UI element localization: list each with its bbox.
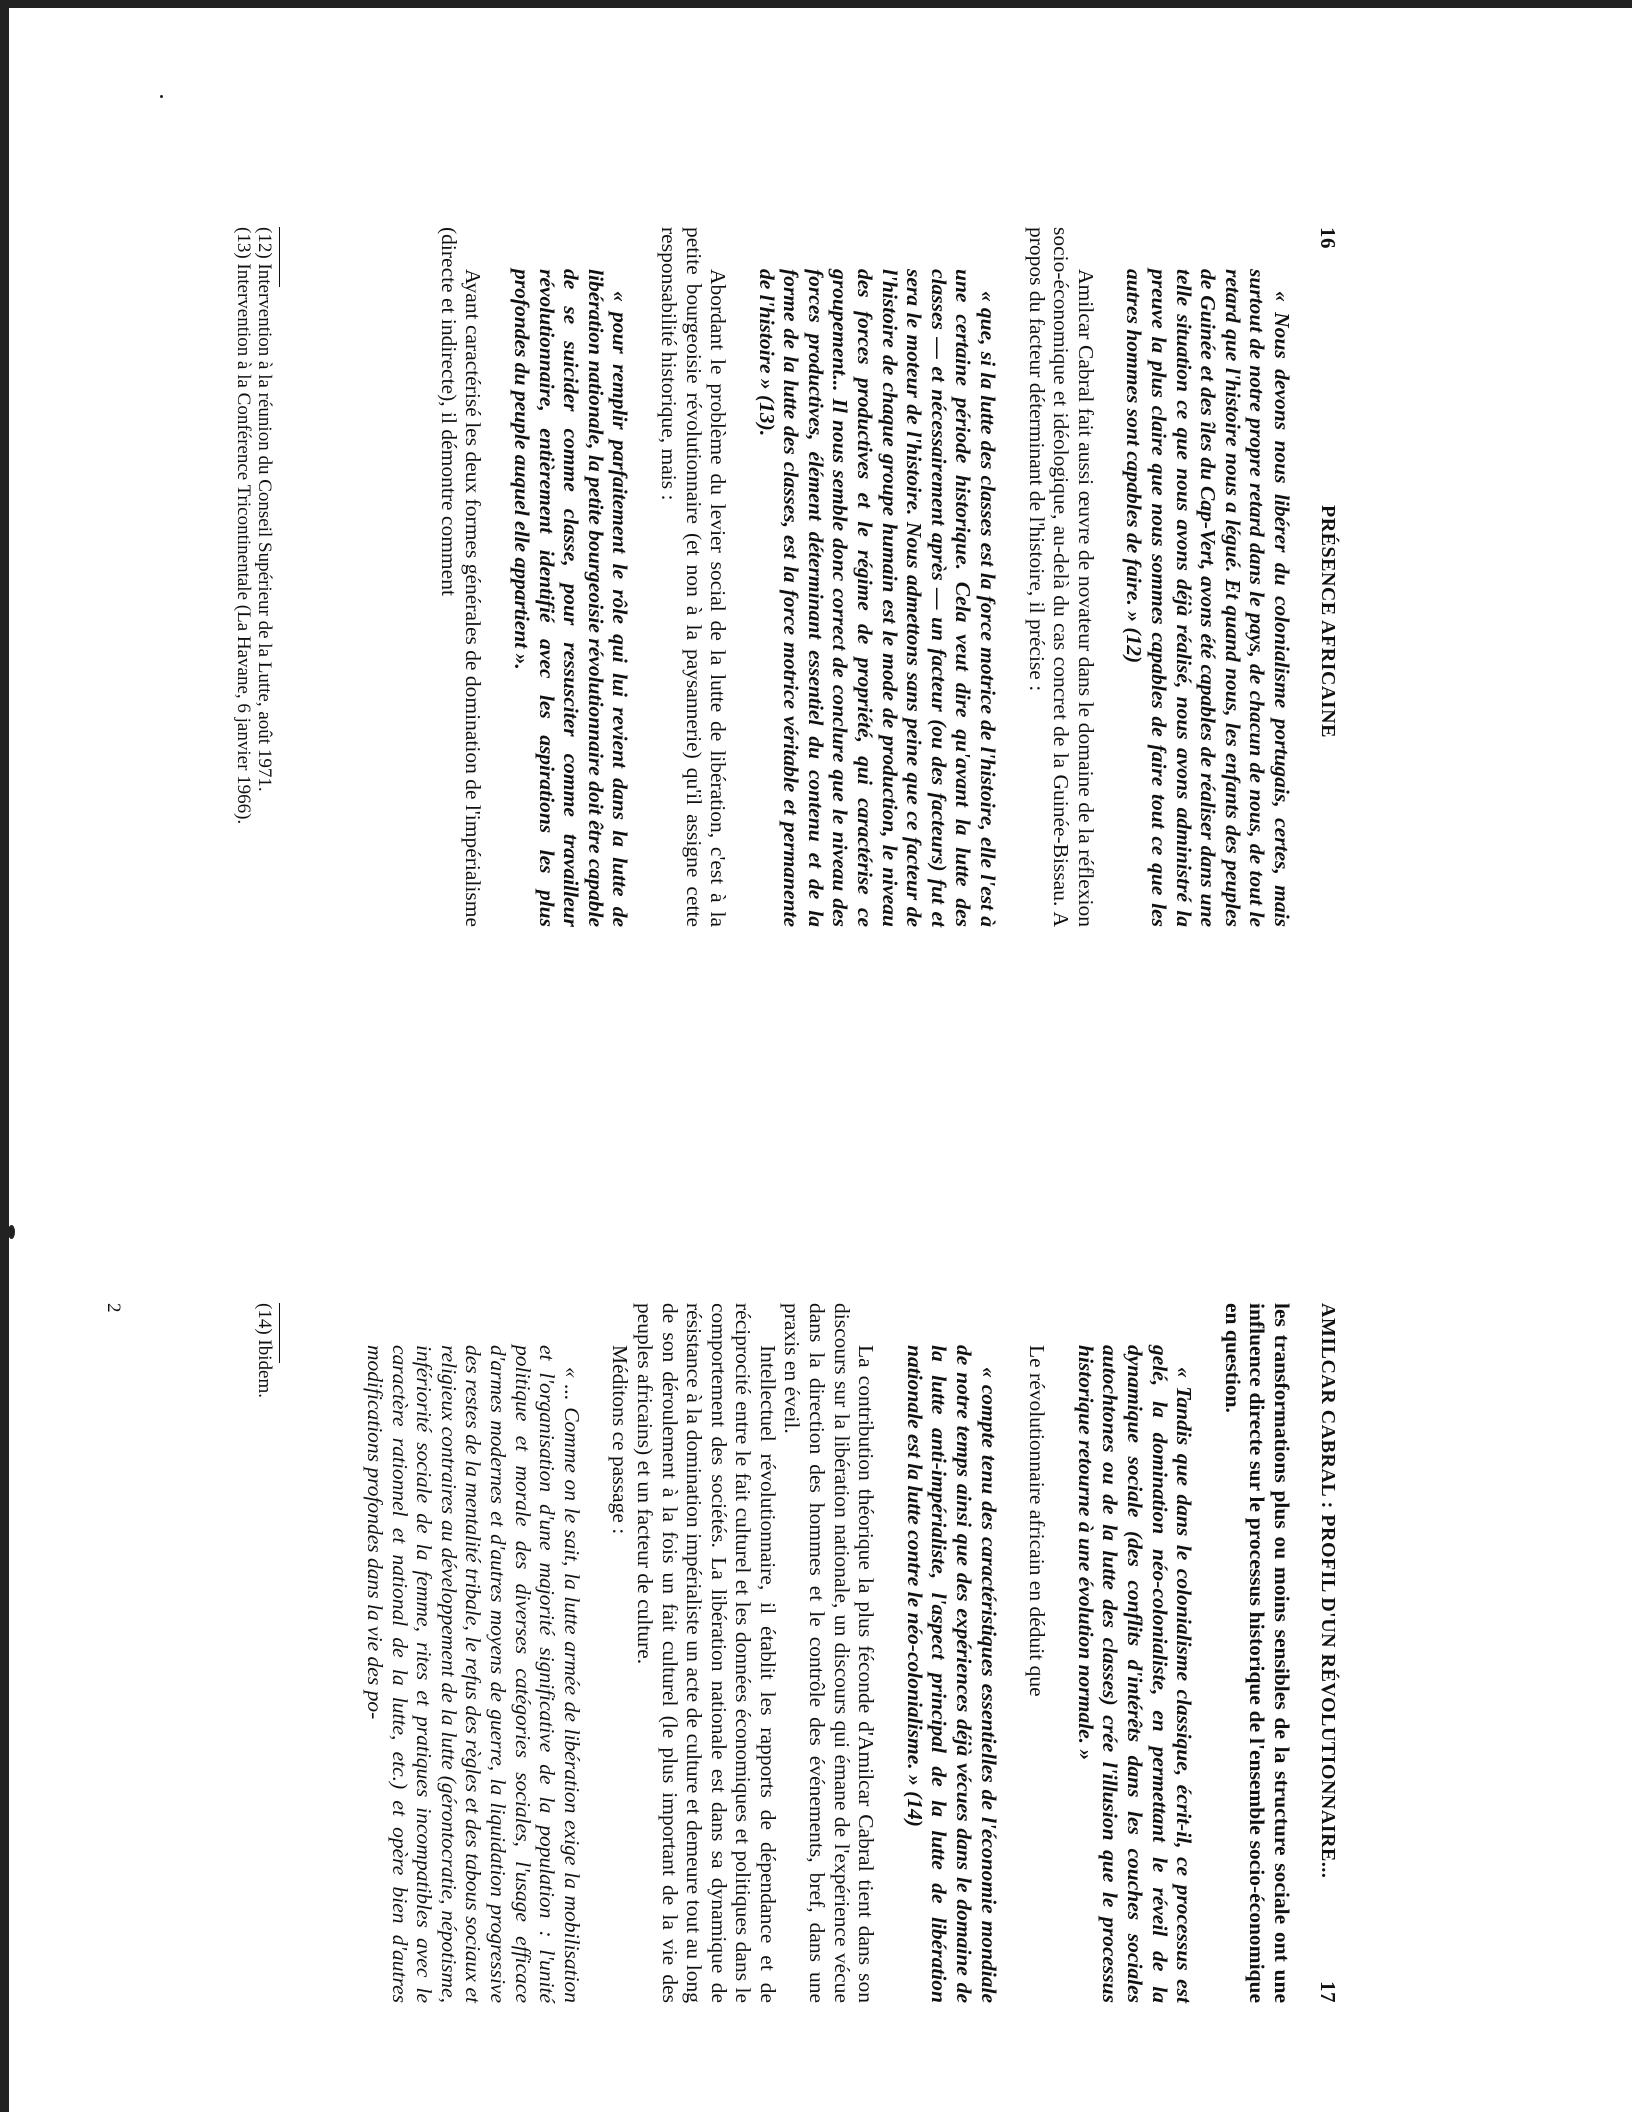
quote-paragraph: « que, si la lutte des classes est la force motrice de l'histoire, elle l'est à une certaine période historique. Cela veut dire qu'avant la lutte des classes — et nécessairement après — un facteur (ou des facteurs) fut et sera le moteur de l'histoire. Nous admettons sans peine que ce facteur de l'histoire de chaque groupe humain est le mode de production, le niveau des forces productives et le régime de propriété, qui caractérise ce groupement... Il nous semble donc correct de conclure que le niveau des forces productives, élément déterminant essentiel du contenu et de la forme de la lutte des classes, est la force motrice véritable et permanente de l'histoire » (13). [754, 269, 1001, 927]
quote-paragraph: « pour remplir parfaitement le rôle qui lui revient dans la lutte de libération nationale, la petite bourgeoisie révolutionnaire doit être capable de se suicider comme classe, pour ressusciter comme travailleur révolutionnaire, entièrement identifié avec les aspirations les plus profondes du peuple auquel elle appartient ». [509, 269, 633, 927]
body-paragraph: Le révolutionnaire africain en déduit que [1025, 1345, 1050, 1697]
footnote-rule [279, 227, 280, 287]
body-paragraph: Méditons ce passage : [608, 1345, 633, 1535]
page-number: 16 [1316, 227, 1340, 249]
body-paragraph: Abordant le problème du levier social de la lutte de libération, c'est à la petite bourgeoisie révolutionnaire (et non à la paysannerie) qu'il assigne cette responsabilité historique, mais : [656, 227, 731, 927]
footnotes-right [254, 1303, 280, 2003]
footnote: (12) Intervention à la réunion du Conseil Supérieur de la Lutte, août 1971. [254, 227, 275, 792]
signature-mark: 2 [103, 1303, 124, 1313]
body-paragraph: Intellectuel révolutionnaire, il établit les rapports de dépendance et de réciprocité entre le fait culturel et les données économiques et politiques dans le comportement des sociétés. La libération nationale est dans sa dynamique de résistance à la domination impérialiste un acte de culture et demeure tout au long de son déroulement à la fois un fait culturel (le plus important de la vie des peuples africains) et un facteur de culture. [632, 1303, 780, 2003]
body-paragraph: les transformations plus ou moins sensibles de la structure sociale ont une influence directe sur le processus historique de l'ensemble socio-économique en question. [1220, 1303, 1294, 2003]
body-paragraph: La contribution théorique la plus féconde d'Amilcar Cabral tient dans son discours sur la libération nationale, un discours qui émane de l'expérience vécue dans la direction des hommes et le contrôle des événements, bref, dans une praxis en éveil. [780, 1303, 879, 2003]
quote-paragraph: « Tandis que dans le colonialisme classique, écrit-il, ce processus est gelé, la domination néo-colonialiste, en permettant le réveil de la dynamique sociale (des conflits d'intérêts dans les couches sociales autochtones ou de la lutte des classes) crée l'illusion que le processus historique retourne à une évolution normale. » [1073, 1345, 1197, 2003]
footnote-rule [279, 1303, 280, 1363]
body-paragraph: Ayant caractérisé les deux formes générales de domination de l'impérialisme (directe et indirecte), il démontre comment [436, 227, 486, 927]
text-column-left [436, 227, 1294, 927]
body-paragraph: Amilcar Cabral fait aussi œuvre de novateur dans le domaine de la réflexion socio-économique et idéologique, au-delà du cas concret de la Guinée-Bissau. A propos du facteur déterminant de l'histoire, il précise : [1024, 227, 1098, 927]
quote-paragraph: « ... Comme on le sait, la lutte armée de libération exige la mobilisation et l'organisation d'une majorité significative de la population : l'unité politique et morale des diverses catégories sociales, l'usage efficace d'armes modernes et d'autres moyens de guerre, la liquidation progressive des restes de la mentalité tribale, le refus des règles et des tabous sociaux et religieux contraires au développement de la lutte (gérontocratie, népotisme, infériorité sociale de la femme, rites et pratiques incompatibles avec le caractère rationnel et national de la lutte, etc.) et opère bien d'autres modifications profondes dans la vie des po- [363, 1345, 584, 2003]
page-number: 17 [1316, 1981, 1340, 2003]
running-header-right [1308, 1303, 1340, 2003]
footnote: (13) Intervention à la Conférence Tricontinentale (La Havane, 6 janvier 1966). [233, 227, 254, 825]
quote-paragraph: « Nous devons nous libérer du colonialisme portugais, certes, mais surtout de notre propre retard dans le pays, de chacun de nous, de tout le retard que l'histoire nous a légué. Et quand nous, les enfants des peuples de Guinée et des îles du Cap-Vert, avons été capables de réaliser dans une telle situation ce que nous avons déjà réalisé, nous avons administré la preuve la plus claire que nous sommes capables de faire tout ce que les autres hommes sont capables de faire. » (12) [1122, 269, 1294, 927]
page-17 [0, 1056, 1632, 2112]
footnotes-left [233, 227, 280, 927]
quote-paragraph: « compte tenu des caractéristiques essentielles de l'économie mondiale de notre temps ainsi que des expériences déjà vécues dans le domaine de la lutte anti-impérialiste, l'aspect principal de la lutte de libération nationale est la lutte contre le néo-colonialisme. » (14) [902, 1345, 1001, 2003]
text-column-right [362, 1303, 1294, 2003]
footnote: (14) Ibidem. [254, 1303, 275, 1398]
running-title: PRÉSENCE AFRICAINE [1317, 505, 1339, 738]
running-header-left [1308, 227, 1340, 927]
running-title: AMILCAR CABRAL : PROFIL D'UN RÉVOLUTIONNAIRE... [1317, 1303, 1339, 1879]
